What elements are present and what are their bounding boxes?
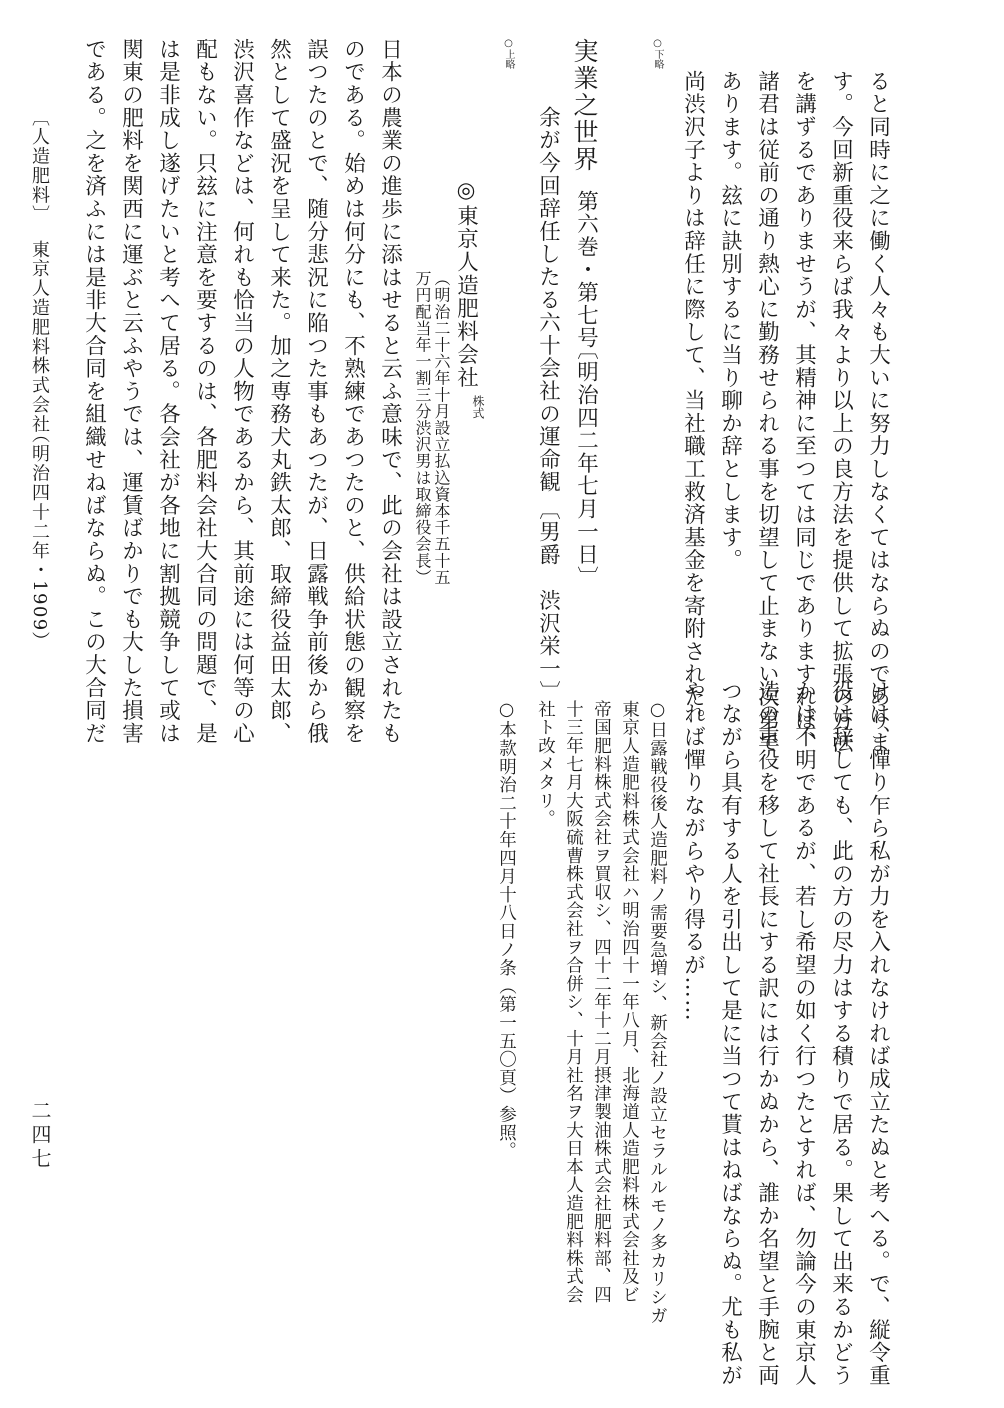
note-column: 東京人造肥料株式会社ハ明治四十一年八月、北海道人造肥料株式会社及ビ	[619, 700, 640, 1304]
text-column: である。之を済ふには是非大合同を組織せねばならぬ。この大合同だ	[81, 38, 107, 745]
text-column: 役は辞しても、此の方の尽力はする積りで居る。果して出来るかどう	[828, 680, 854, 1387]
text-column: を講ずるでありませうが、其精神に至つては同じでありますれば、	[791, 70, 817, 754]
note-column: 帝国肥料株式会社ヲ買収シ、四十二年十二月摂津製油株式会社肥料部、四	[591, 700, 612, 1304]
text-column: つながら具有する人を引出して是に当つて貰はねばならぬ。尤も私が	[717, 680, 743, 1387]
text-column: やれば憚りながらやり得るが……	[680, 680, 706, 1022]
text-column: 尚渋沢子よりは辞任に際して、当社職工救済基金を寄附された。	[680, 70, 706, 732]
text-column: あります。玆に訣別するに当り聊か辞とします。	[717, 70, 743, 572]
footer-company: 東京人造肥料株式会社	[29, 240, 50, 434]
text-column: 日本の農業の進歩に添はせると云ふ意味で、此の会社は設立されたも	[377, 38, 403, 745]
company-heading-suffix: 株式	[471, 395, 485, 419]
text-column: 渋沢喜作などは、何れも恰当の人物であるから、其前途には何等の心	[229, 38, 255, 745]
note-column: ○本款明治二十年四月十八日ノ条（第一五〇頁）参照。	[496, 700, 517, 1160]
text-column: 関東の肥料を関西に運ぶと云ふやうでは、運賃ばかりでも大した損害	[118, 38, 144, 745]
company-detail: 万円配当年一割三分渋沢男は取締役会長）	[413, 270, 432, 586]
footer-section: 〔人造肥料〕	[29, 108, 50, 225]
text-column: す。今回新重役来らば我々より以上の良方法を提供して拡張の方法	[828, 70, 854, 754]
text-column: ると同時に之に働く人々も大いに努力しなくてはならぬのでありま	[865, 70, 891, 754]
omission-note: ○上略	[503, 38, 514, 69]
company-detail: （明治二十六年十月設立払込資本千五十五	[432, 270, 451, 586]
note-column: ○日露戦役後人造肥料ノ需要急増シ、新会社ノ設立セラルルモノ多カリシガ	[647, 700, 668, 1325]
article-author: 〔男爵 渋沢栄一〕	[535, 498, 561, 704]
text-column: かは不明であるが、若し希望の如く行つたとすれば、勿論今の東京人	[791, 680, 817, 1387]
company-heading	[455, 178, 477, 389]
text-column: 諸君は従前の通り熱心に勤務せられる事を切望して止まない次第で	[754, 70, 780, 754]
text-column: 誤つたのとで、随分悲況に陥つた事もあつたが、日露戦争前後から俄	[303, 38, 329, 745]
text-column: 配もない。只玆に注意を要するのは、各肥料会社大合同の問題で、是	[192, 38, 218, 745]
issue-number: 第六巻・第七号	[573, 190, 599, 350]
text-column: 造の重役を移して社長にする訳には行かぬから、誰か名望と手腕と両	[754, 680, 780, 1387]
text-column: のである。始めは何分にも、不熟練であつたのと、供給状態の観察を	[340, 38, 366, 745]
magazine-title: 実業之世界	[570, 38, 599, 173]
note-column: 社ト改メタリ。	[535, 700, 556, 829]
text-column: 然として盛況を呈して来た。加之専務犬丸鉄太郎、取締役益田太郎、	[266, 38, 292, 745]
text-column: は是非成し遂げたいと考へて居る。各会社が各地に割拠競争して或は	[155, 38, 181, 745]
footer-year: （明治四十二年・1909）	[29, 425, 50, 652]
page-number: 二四七	[28, 1100, 52, 1172]
article-headline: 余が今回辞任したる六十会社の運命観	[535, 106, 561, 494]
issue-date: 〔明治四二年七月一日〕	[573, 338, 599, 589]
company-heading-text: ◎東京人造肥料会社	[453, 178, 479, 390]
note-column: 十三年七月大阪硫曹株式会社ヲ合併シ、十月社名ヲ大日本人造肥料株式会	[563, 700, 584, 1304]
text-column: けは、憚り乍ら私が力を入れなければ成立たぬと考へる。で、縦令重	[865, 680, 891, 1387]
omission-note: ○下略	[652, 38, 663, 69]
